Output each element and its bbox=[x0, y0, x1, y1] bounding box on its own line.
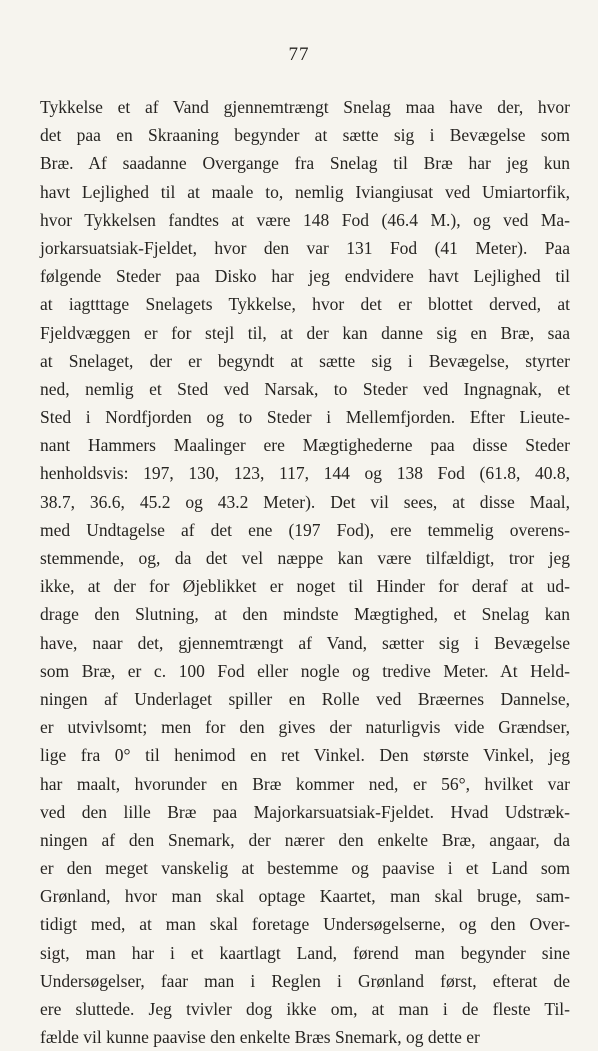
text-line: tidigt med, at man skal foretage Undersøgelserne, og den Over- bbox=[40, 914, 570, 935]
text-line: følgende Steder paa Disko har jeg endvidere havt Lejlighed til bbox=[40, 266, 570, 287]
text-line: at Snelaget, der er begyndt at sætte sig i Bevægelse, styrter bbox=[40, 350, 570, 371]
text-line: ned, nemlig et Sted ved Narsak, to Steder ved Ingnagnak, et bbox=[40, 378, 570, 399]
text-line: Tykkelse et af Vand gjennemtrængt Snelag maa have der, hvor bbox=[40, 97, 570, 117]
text-line: Fjeldvæggen er for stejl til, at der kan danne sig en Bræ, saa bbox=[40, 322, 570, 343]
text-line: sigt, man har i et kaartlagt Land, førend man begynder sine bbox=[40, 942, 570, 963]
text-line: har maalt, hvorunder en Bræ kommer ned, er 56°, hvilket var bbox=[40, 773, 570, 794]
text-line: hvor Tykkelsen fandtes at være 148 Fod (46.4 M.), og ved Ma- bbox=[40, 209, 570, 230]
text-line: Undersøgelser, faar man i Reglen i Grønland først, efterat de bbox=[40, 970, 570, 991]
text-line: at iagtttage Snelagets Tykkelse, hvor det er blottet derved, at bbox=[40, 294, 570, 315]
text-line: ningen af den Snemark, der nærer den enkelte Bræ, angaar, da bbox=[40, 829, 570, 850]
text-line: henholdsvis: 197, 130, 123, 117, 144 og 138 Fod (61.8, 40.8, bbox=[40, 463, 570, 484]
text-line: Sted i Nordfjorden og to Steder i Mellemfjorden. Efter Lieute- bbox=[40, 407, 570, 428]
text-line: som Bræ, er c. 100 Fod eller nogle og tredive Meter. At Held- bbox=[40, 660, 570, 681]
text-line: Grønland, hvor man skal optage Kaartet, man skal bruge, sam- bbox=[40, 886, 570, 907]
text-block bbox=[40, 93, 570, 1051]
text-line: ikke, at der for Øjeblikket er noget til Hinder for deraf at ud- bbox=[40, 576, 570, 597]
text-line: Bræ. Af saadanne Overgange fra Snelag til Bræ har jeg kun bbox=[40, 153, 570, 174]
text-line: ere sluttede. Jeg tvivler dog ikke om, at man i de fleste Til- bbox=[40, 999, 570, 1019]
text-line: ningen af Underlaget spiller en Rolle ved Bræernes Dannelse, bbox=[40, 688, 570, 709]
text-line: jorkarsuatsiak-Fjeldet, hvor den var 131 Fod (41 Meter). Paa bbox=[40, 237, 570, 258]
text-line: stemmende, og, da det vel næppe kan være tilfældigt, tror jeg bbox=[40, 548, 570, 568]
text-line: 38.7, 36.6, 45.2 og 43.2 Meter). Det vil sees, at disse Maal, bbox=[40, 491, 570, 512]
text-line: drage den Slutning, at den mindste Mægtighed, et Snelag kan bbox=[40, 604, 570, 625]
text-line: lige fra 0° til henimod en ret Vinkel. Den største Vinkel, jeg bbox=[40, 745, 570, 766]
text-line: er utvivlsomt; men for den gives der naturligvis vide Grændser, bbox=[40, 717, 570, 738]
page-number: 77 bbox=[288, 44, 310, 65]
text-line: havt Lejlighed til at maale to, nemlig Iviangiusat ved Umiartorfik, bbox=[40, 181, 570, 202]
text-line: er den meget vanskelig at bestemme og paavise i et Land som bbox=[40, 858, 570, 879]
text-line: med Undtagelse af det ene (197 Fod), ere temmelig overens- bbox=[40, 519, 570, 540]
text-line: have, naar det, gjennemtrængt af Vand, sætter sig i Bevægelse bbox=[40, 632, 570, 653]
text-line: nant Hammers Maalinger ere Mægtighederne paa disse Steder bbox=[40, 435, 570, 456]
text-line: fælde vil kunne paavise den enkelte Bræs Snemark, og dette er bbox=[40, 1027, 480, 1048]
text-line: ved den lille Bræ paa Majorkarsuatsiak-Fjeldet. Hvad Udstræk- bbox=[40, 801, 570, 822]
text-line: det paa en Skraaning begynder at sætte sig i Bevægelse som bbox=[40, 125, 570, 146]
